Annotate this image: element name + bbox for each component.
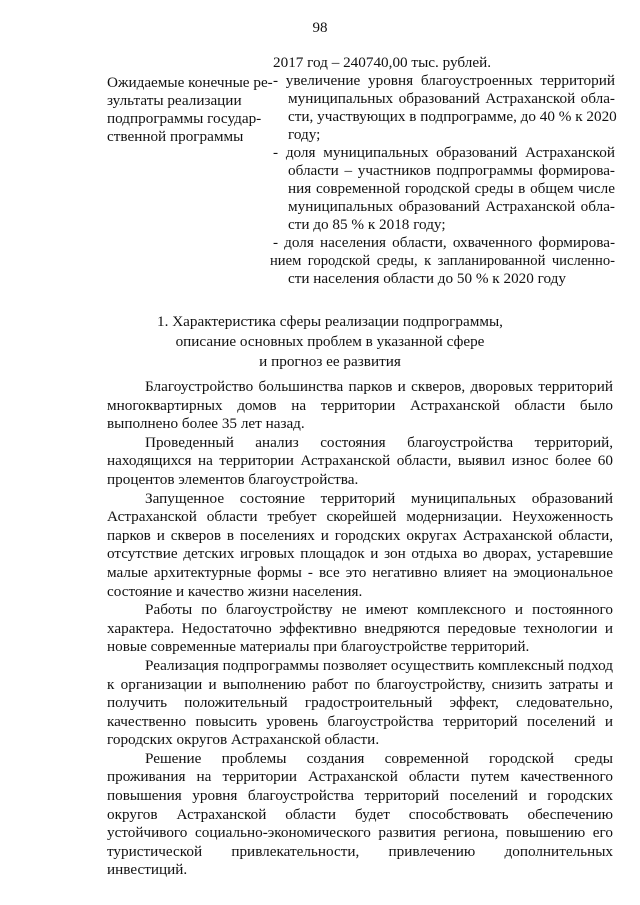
page-number: 98 <box>312 20 328 36</box>
left-col-line: ственной программы <box>107 128 244 145</box>
paragraph: Запущенное состояние территорий муниципальных образований Астраханской области требует скорейшей модернизации. Неухоженность парков и скверов в поселениях и городских округах Астраханской области, отсутствие детских игровых площадок и зон отдыха во дворах, устаревшие малые архитектурные формы - все это негативно влияет на эмоциональное состояние и качество жизни населения. <box>107 489 613 600</box>
right-col-line: году; <box>288 126 321 143</box>
right-col-line: сти, участвующих в подпрограмме, до 40 % к 2020 <box>288 108 617 125</box>
heading-line: и прогноз ее развития <box>259 353 401 370</box>
section-heading <box>150 312 510 372</box>
right-col-line: муниципальных образований Астраханской обла- <box>288 198 615 215</box>
paragraph: Проведенный анализ состояния благоустройства территорий, находящихся на территории Астраханской области, выявил износ более 60 процентов элементов благоустройства. <box>107 433 613 488</box>
right-col-line: нием городской среды, к запланированной численно- <box>270 253 615 269</box>
left-col-line: подпрограммы государ- <box>107 110 262 127</box>
paragraph: Благоустройство большинства парков и скверов, дворовых территорий многоквартирных домов на территории Астраханской области было выполнено более 35 лет назад. <box>107 378 613 433</box>
right-col-line: области – участников подпрограммы формирова- <box>288 162 615 179</box>
left-col-line: Ожидаемые конечные ре- <box>107 74 273 91</box>
body-text <box>107 378 613 880</box>
right-col-line: сти населения области до 50 % к 2020 году <box>288 270 566 287</box>
paragraph: Решение проблемы создания современной городской среды проживания на территории Астраханской области путем качественного повышения уровня благоустройства территорий поселений и городских округов Астраханской области будет способствовать обеспечению устойчивого социально-экономического развития региона, повышению его туристической привлекательности, привлечению дополнительных инвестиций. <box>107 749 613 879</box>
right-col-line: муниципальных образований Астраханской обла- <box>288 90 615 107</box>
right-col-line: сти до 85 % к 2018 году; <box>288 216 446 233</box>
right-col-line: - доля населения области, охваченного формирова- <box>273 234 615 251</box>
heading-line: 1. Характеристика сферы реализации подпрограммы, <box>157 313 503 330</box>
right-col-line: - доля муниципальных образований Астраханской <box>273 144 615 161</box>
right-col-line: ния современной городской среды в общем числе <box>288 180 615 197</box>
left-col-line: зультаты реализации <box>107 92 242 109</box>
left-column-label <box>107 74 273 146</box>
right-column-text <box>270 54 615 288</box>
right-col-line: - увеличение уровня благоустроенных территорий <box>273 72 615 89</box>
paragraph: Работы по благоустройству не имеют комплексного и постоянного характера. Недостаточно эффективно внедряются передовые технологии и новые современные материалы при благоустройстве территорий. <box>107 601 613 656</box>
paragraph: Реализация подпрограммы позволяет осуществить комплексный подход к организации и выполнению работ по благоустройству, снизить затраты и получить положительный градостроительный эффект, следовательно, качественно повысить уровень благоустройства территорий поселений и городских округов Астраханской области. <box>107 656 613 749</box>
heading-line: описание основных проблем в указанной сфере <box>175 333 485 350</box>
right-col-line: 2017 год – 240740,00 тыс. рублей. <box>273 54 491 71</box>
